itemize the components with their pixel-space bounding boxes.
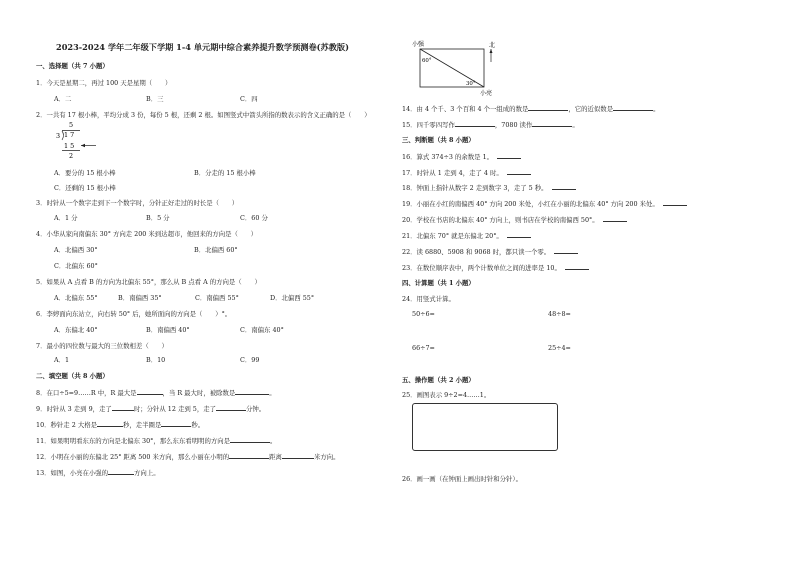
direction-figure	[408, 38, 508, 98]
q20-answer-blank[interactable]	[603, 215, 627, 222]
question-16: 16．算式 374÷3 的余数是 1。	[402, 152, 521, 161]
question-10: 10．秒针走 2 大格是 秒，走半圈是 秒。	[36, 421, 205, 429]
q3-option-b: B．5 分	[146, 214, 170, 222]
calc-item-3: 66÷7=	[412, 344, 435, 352]
q16-answer-blank[interactable]	[497, 152, 521, 159]
q22-answer-blank[interactable]	[554, 247, 578, 254]
question-20: 20．学校在书店的北偏东 40° 方向上，则书店在学校的南偏西 50°。	[402, 215, 627, 224]
question-22: 22．读 6880、5908 和 9068 时，都只读一个零。	[402, 247, 578, 256]
q17-answer-blank[interactable]	[507, 168, 531, 175]
q2-option-c: C．还剩的 15 根小棒	[54, 184, 116, 192]
question-13: 13．如图，小亮在小强的 方向上。	[36, 469, 160, 477]
question-6: 6．李婷面向东站立，向右转 50° 后，她所面向的方向是（ ）°。	[36, 310, 232, 318]
q7-option-b: B．10	[146, 356, 166, 364]
question-4: 4．小华从家向南偏东 30° 方向走 200 米到达超市，他回来的方向是（ ）	[36, 230, 258, 238]
question-23: 23．在数位顺序表中，两个计数单位之间的进率是 10。	[402, 263, 589, 272]
q1-option-c: C．四	[240, 95, 258, 103]
figure-angle-30: 30°	[466, 81, 476, 87]
calc-item-4: 25÷4=	[548, 344, 571, 352]
calc-item-2: 48÷8=	[548, 310, 571, 318]
question-26: 26．画一画（在钟面上画出时针和分针）。	[402, 475, 522, 483]
q13-answer-blank[interactable]	[108, 468, 134, 475]
q23-answer-blank[interactable]	[565, 263, 589, 270]
section-fill-heading: 二、填空题（共 8 小题）	[36, 372, 109, 380]
q12-answer-blank-1[interactable]	[229, 452, 269, 459]
figure-label-xiaoliang: 小亮	[480, 90, 493, 97]
q8-answer-blank-2[interactable]	[235, 388, 269, 395]
question-25: 25．画图表示 9÷2=4……1。	[402, 391, 491, 399]
q14-answer-blank-2[interactable]	[613, 104, 653, 111]
q5-option-d: D．北偏西 55°	[270, 294, 315, 302]
q15-answer-blank-1[interactable]	[455, 120, 495, 127]
question-14: 14．由 4 个千、3 个百和 4 个一组成的数是 ，它的近似数是 。	[402, 105, 660, 113]
q9-answer-blank-1[interactable]	[112, 404, 134, 411]
q6-option-c: C．南偏东 40°	[240, 326, 284, 334]
section-choice-heading: 一、选择题（共 7 小题）	[36, 62, 109, 70]
q5-option-a: A．北偏东 55°	[54, 294, 98, 302]
question-12: 12．小明在小丽的东偏北 25° 距离 500 米方向，那么小丽在小明的 距离 米方向。	[36, 453, 340, 461]
section-judge-heading: 三、判断题（共 8 小题）	[402, 136, 475, 144]
question-19: 19．小丽在小红的南偏西 40° 方向 200 米处，小红在小丽的北偏东 40° 方向 200 米处。	[402, 199, 687, 208]
q9-answer-blank-2[interactable]	[216, 404, 246, 411]
q6-option-a: A．东偏北 40°	[54, 326, 98, 334]
section-operation-heading: 五、操作题（共 2 小题）	[402, 376, 475, 384]
q2-option-b: B．分走的 15 根小棒	[194, 169, 256, 177]
figure-label-xiaoqiang: 小强	[412, 41, 425, 48]
question-24: 24．用竖式计算。	[402, 295, 455, 303]
arrow-head-icon	[81, 144, 85, 147]
division-dividend: 1 7	[64, 131, 75, 139]
q1-option-b: B．三	[146, 95, 164, 103]
q10-answer-blank-1[interactable]	[97, 420, 123, 427]
q11-answer-blank[interactable]	[230, 436, 270, 443]
q19-answer-blank[interactable]	[663, 199, 687, 206]
division-divisor: 3	[56, 132, 61, 140]
q21-answer-blank[interactable]	[507, 231, 531, 238]
question-8: 8．在口÷5=9……R 中，R 最大是 ，当 R 最大时，被除数是 。	[36, 389, 276, 397]
section-calc-heading: 四、计算题（共 1 小题）	[402, 279, 475, 287]
q5-option-c: C．南偏西 55°	[195, 294, 239, 302]
q12-answer-blank-2[interactable]	[282, 452, 314, 459]
page-title: 2023-2024 学年二年级下学期 1-4 单元期中综合素养提升数学预测卷(苏教版)	[56, 42, 349, 52]
figure-angle-60: 60°	[422, 58, 432, 64]
long-division-figure	[54, 121, 114, 163]
drawing-answer-box[interactable]	[412, 403, 558, 451]
question-15: 15．四千零四写作 ，7080 读作 。	[402, 121, 579, 129]
question-5: 5．如果从 A 点看 B 的方向为北偏东 55°，那么从 B 点看 A 的方向是（ ）	[36, 278, 261, 286]
figure-label-north: 北	[489, 42, 496, 49]
q5-option-b: B．南偏西 35°	[118, 294, 162, 302]
division-product: 1 5	[64, 142, 75, 150]
question-1: 1．今天是星期二，再过 100 天是星期（ ）	[36, 79, 172, 87]
q4-option-c: C．北偏东 60°	[54, 262, 98, 270]
q3-option-a: A．1 分	[54, 214, 78, 222]
q3-option-c: C．60 分	[240, 214, 268, 222]
question-18: 18．钟面上指针从数字 2 走到数字 3，走了 5 秒。	[402, 183, 576, 192]
q15-answer-blank-2[interactable]	[532, 120, 572, 127]
question-3: 3．时针从一个数字走到下一个数字时，分针正好走过的时长是（ ）	[36, 199, 239, 207]
q7-option-c: C．99	[240, 356, 260, 364]
calc-item-1: 50÷6=	[412, 310, 435, 318]
division-remainder: 2	[69, 152, 74, 160]
q7-option-a: A．1	[54, 356, 70, 364]
question-11: 11．如果明明看东东的方向是北偏东 30°，那么东东看明明的方向是 。	[36, 437, 277, 445]
question-21: 21．北偏东 70° 就是东偏北 20°。	[402, 231, 531, 240]
question-2: 2．一共有 17 根小棒，平均分成 3 份，每份 5 根，还剩 2 根。如图竖式中箭头所指的数表示的含义正确的是（ ）	[36, 111, 371, 119]
question-17: 17．时针从 1 走到 4，走了 4 时。	[402, 168, 531, 177]
q8-answer-blank-1[interactable]	[137, 388, 163, 395]
question-7: 7．最小的四位数与最大的三位数相差（ ）	[36, 342, 168, 350]
q4-option-b: B．北偏西 60°	[194, 246, 238, 254]
q18-answer-blank[interactable]	[552, 183, 576, 190]
q4-option-a: A．北偏西 30°	[54, 246, 98, 254]
q1-option-a: A．二	[54, 95, 72, 103]
division-quotient: 5	[69, 121, 74, 129]
question-9: 9．时针从 3 走到 9，走了 时；分针从 12 走到 5，走了 分钟。	[36, 405, 266, 413]
north-arrow-head-icon	[490, 49, 493, 53]
q6-option-b: B．南偏西 40°	[146, 326, 190, 334]
q10-answer-blank-2[interactable]	[161, 420, 191, 427]
q14-answer-blank-1[interactable]	[528, 104, 568, 111]
q2-option-a: A．要分的 15 根小棒	[54, 169, 116, 177]
